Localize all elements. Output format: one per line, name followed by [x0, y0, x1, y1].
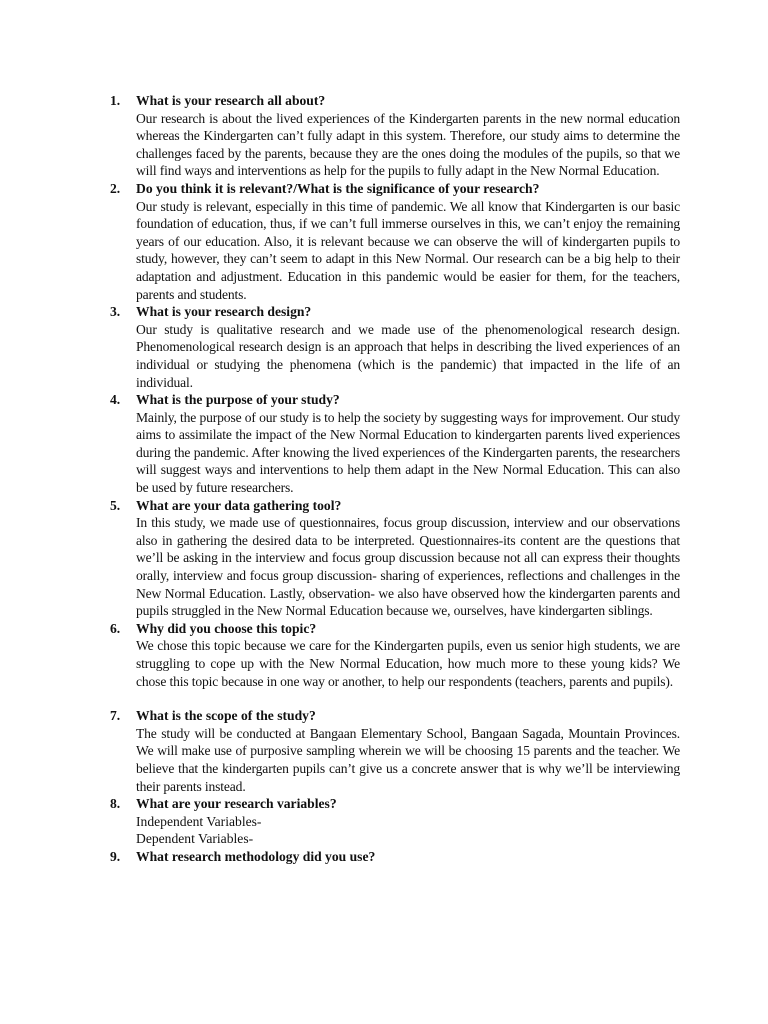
- item-number: 7.: [110, 708, 121, 724]
- answer-paragraph: In this study, we made use of questionnaires, focus group discussion, interview and our observations also in gathering the desired data to be interpreted. Questionnaires-its content are the questions that we’ll be asking in the interview and focus group discussion because not all can express their thoughts orally, interview and focus group discussion- sharing of experiences, reflections and challenges in the New Normal Education. Lastly, observation- we also have observed how the kindergarten parents and pupils struggled in the New Normal Education because we, ourselves, have kindergarten siblings.: [136, 515, 680, 619]
- independent-variables-line: Independent Variables-: [136, 813, 262, 829]
- item-number: 8.: [110, 796, 121, 812]
- question-heading: What research methodology did you use?: [136, 848, 376, 864]
- dependent-variables-line: Dependent Variables-: [136, 831, 254, 847]
- question-heading: What is your research design?: [136, 304, 312, 320]
- question-list: [110, 92, 680, 866]
- list-item-8: [110, 795, 680, 848]
- item-number: 6.: [110, 620, 121, 636]
- question-heading: What are your data gathering tool?: [136, 497, 342, 513]
- list-item-6: [110, 620, 680, 690]
- list-item-1: [110, 92, 680, 180]
- answer-paragraph: Our study is qualitative research and we made use of the phenomenological research design. Phenomenological research design is an approach that helps in describing the lived experiences of an individual or studying the phenomena (which is the pandemic) that impacted in the life of an individual.: [136, 321, 680, 390]
- answer-paragraph: Mainly, the purpose of our study is to help the society by suggesting ways for improvement. Our study aims to assimilate the impact of the New Normal Education to kindergarten parents lived experiences during the pandemic. After knowing the lived experiences of the Kindergarten parents, the researchers will suggest ways and interventions to help them adapt in the New Normal Education. This can also be used by future researchers.: [136, 409, 680, 496]
- question-heading: Do you think it is relevant?/What is the significance of your research?: [136, 180, 540, 196]
- answer-paragraph: Our research is about the lived experiences of the Kindergarten parents in the new normal education whereas the Kindergarten can’t fully adapt in this system. Therefore, our study aims to determine the challenges faced by the parents, because they are the ones doing the modules of the pupils, so that we will find ways and interventions as help for the pupils to fully adapt in the New Normal Education.: [136, 110, 680, 179]
- item-number: 9.: [110, 848, 121, 864]
- question-heading: What is your research all about?: [136, 93, 326, 108]
- list-item-2: [110, 180, 680, 303]
- question-heading: Why did you choose this topic?: [136, 620, 317, 636]
- item-number: 2.: [110, 180, 121, 196]
- question-heading: What are your research variables?: [136, 796, 337, 812]
- list-item-9: [110, 848, 680, 866]
- question-heading: What is the scope of the study?: [136, 708, 316, 724]
- list-item-7: [110, 707, 680, 795]
- item-number: 1.: [110, 93, 121, 108]
- answer-paragraph: We chose this topic because we care for the Kindergarten pupils, even us senior high students, we are struggling to cope up with the New Normal Education, how much more to these young kids? We chose this topic because in one way or another, to help our respondents (teachers, parents and pupils).: [136, 638, 680, 689]
- list-item-4: [110, 391, 680, 497]
- item-number: 4.: [110, 392, 121, 408]
- answer-paragraph: The study will be conducted at Bangaan Elementary School, Bangaan Sagada, Mountain Provinces. We will make use of purposive sampling wherein we will be choosing 15 parents and the teacher. We believe that the kindergarten pupils can’t give us a concrete answer that is why we’ll be interviewing their parents instead.: [136, 725, 680, 794]
- answer-paragraph: Our study is relevant, especially in this time of pandemic. We all know that Kindergarten is our basic foundation of education, thus, if we can’t full immerse ourselves in this, we can’t enjoy the remaining years of our education. Also, it is relevant because we can observe the will of kindergarten pupils to study, however, they can’t seem to adapt in this New Normal. Our research can be a big help to their adaptation and adjustment. Education in this pandemic would be easier for them, for the teachers, parents and students.: [136, 198, 680, 302]
- question-heading: What is the purpose of your study?: [136, 392, 340, 408]
- list-item-3: [110, 303, 680, 391]
- item-number: 3.: [110, 304, 121, 320]
- list-item-5: [110, 497, 680, 620]
- item-number: 5.: [110, 497, 121, 513]
